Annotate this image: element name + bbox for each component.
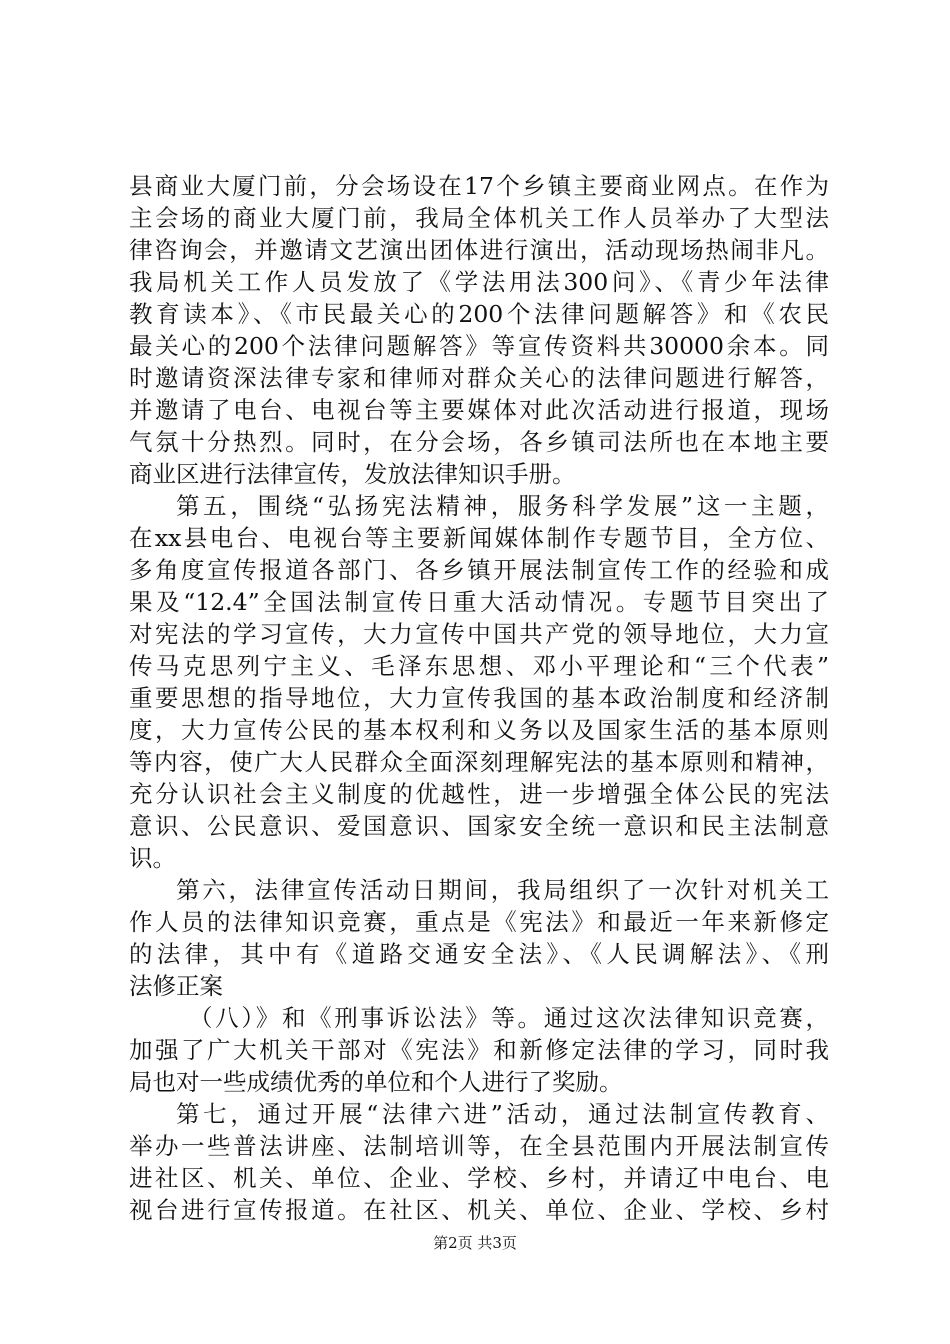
document-body: [129, 170, 829, 1226]
page-number-footer: 第2页 共3页: [433, 1234, 517, 1252]
text-line: 局也对一些成绩优秀的单位和个人进行了奖励。: [129, 1068, 623, 1096]
text-line: 识。: [129, 844, 176, 872]
text-line: 法修正案: [129, 972, 223, 1000]
paragraph-start-line: 第六，法律宣传活动日期间，我局组织了一次针对机关工: [176, 876, 829, 904]
text-line: 作人员的法律知识竞赛，重点是《宪法》和最近一年来新修定: [129, 908, 829, 936]
text-line: 传马克思列宁主义、毛泽东思想、邓小平理论和“三个代表”: [129, 652, 829, 680]
text-line: 等内容，使广大人民群众全面深刻理解宪法的基本原则和精神，: [129, 748, 829, 776]
text-line: 举办一些普法讲座、法制培训等，在全县范围内开展法制宣传: [129, 1132, 829, 1160]
text-line: 我局机关工作人员发放了《学法用法300问》、《青少年法律: [129, 268, 829, 296]
text-line: 重要思想的指导地位，大力宣传我国的基本政治制度和经济制: [129, 684, 829, 712]
text-line: 并邀请了电台、电视台等主要媒体对此次活动进行报道，现场: [129, 396, 829, 424]
paragraph-start-line: 第七，通过开展“法律六进”活动，通过法制宣传教育、: [176, 1100, 829, 1128]
text-line: 意识、公民意识、爱国意识、国家安全统一意识和民主法制意: [129, 812, 829, 840]
text-line: 教育读本》、《市民最关心的200个法律问题解答》和《农民: [129, 300, 829, 328]
text-line: 气氛十分热烈。同时，在分会场，各乡镇司法所也在本地主要: [129, 428, 829, 456]
text-line: 商业区进行法律宣传，发放法律知识手册。: [129, 460, 576, 488]
text-line: 律咨询会，并邀请文艺演出团体进行演出，活动现场热闹非凡。: [129, 236, 829, 264]
text-line: 对宪法的学习宣传，大力宣传中国共产党的领导地位，大力宣: [129, 620, 829, 648]
text-line: 时邀请资深法律专家和律师对群众关心的法律问题进行解答，: [129, 364, 829, 392]
text-line: 视台进行宣传报道。在社区、机关、单位、企业、学校、乡村: [129, 1196, 829, 1224]
text-line: 多角度宣传报道各部门、各乡镇开展法制宣传工作的经验和成: [129, 556, 829, 584]
text-line: 主会场的商业大厦门前，我局全体机关工作人员举办了大型法: [129, 204, 829, 232]
text-line: 加强了广大机关干部对《宪法》和新修定法律的学习，同时我: [129, 1036, 829, 1064]
text-line: 的法律，其中有《道路交通安全法》、《人民调解法》、《刑: [129, 940, 829, 968]
text-line: 度，大力宣传公民的基本权利和义务以及国家生活的基本原则: [129, 716, 829, 744]
text-line: 在xx县电台、电视台等主要新闻媒体制作专题节目，全方位、: [129, 524, 829, 552]
text-line: 进社区、机关、单位、企业、学校、乡村，并请辽中电台、电: [129, 1164, 829, 1192]
text-line: 县商业大厦门前，分会场设在17个乡镇主要商业网点。在作为: [129, 172, 829, 200]
paragraph-start-line: 第五，围绕“弘扬宪法精神，服务科学发展”这一主题，: [176, 492, 829, 520]
text-line: （八）》和《刑事诉讼法》等。通过这次法律知识竞赛，: [189, 1004, 829, 1032]
text-line: 最关心的200个法律问题解答》等宣传资料共30000余本。同: [129, 332, 829, 360]
text-line: 果及“12.4”全国法制宣传日重大活动情况。专题节目突出了: [129, 588, 829, 616]
text-line: 充分认识社会主义制度的优越性，进一步增强全体公民的宪法: [129, 780, 829, 808]
